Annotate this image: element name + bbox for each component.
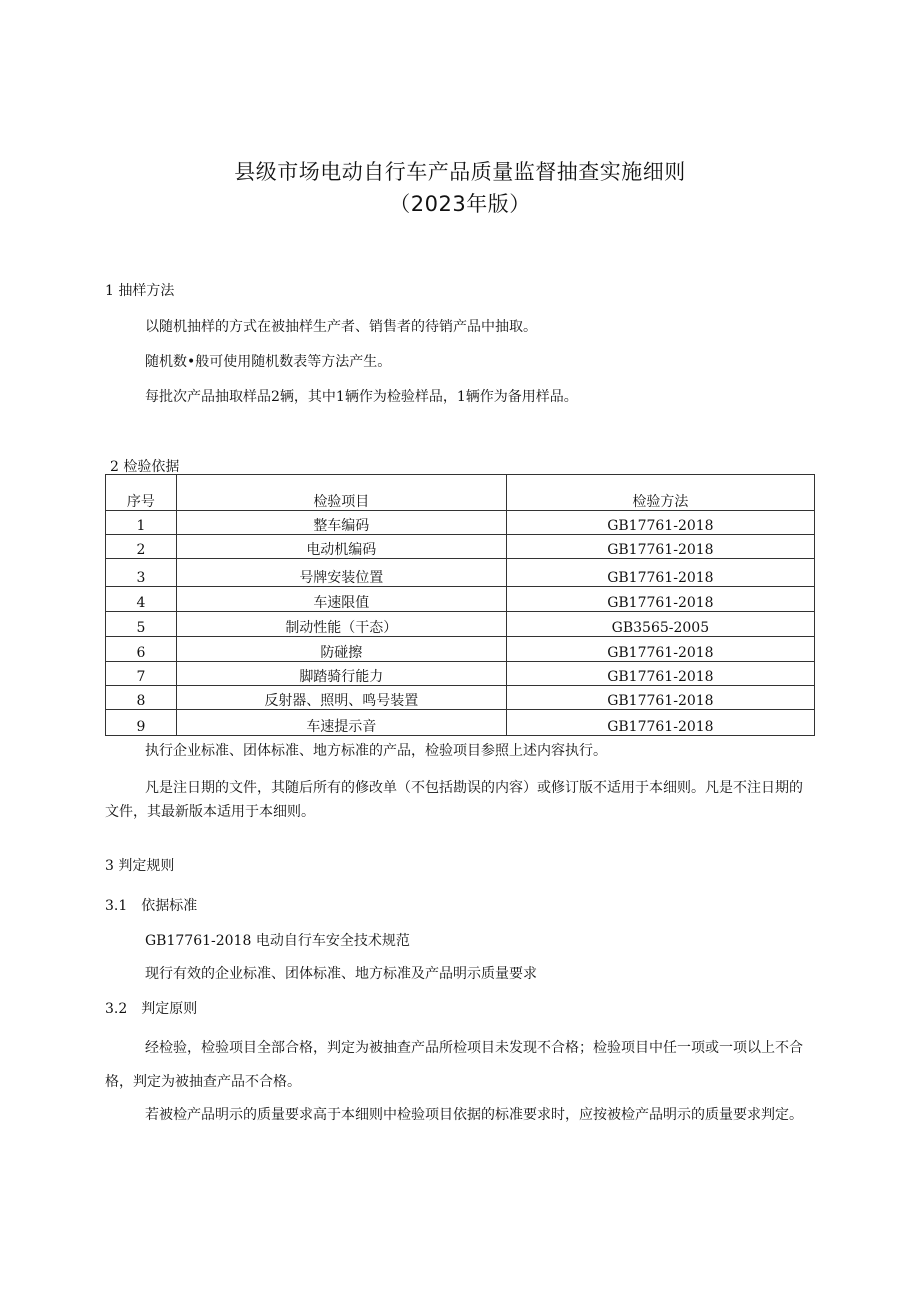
- section-1-paragraph-1: 以随机抽样的方式在被抽样生产者、销售者的待销产品中抽取。: [145, 319, 537, 335]
- section-1-paragraph-2: 随机数•般可使用随机数表等方法产生。: [145, 354, 392, 370]
- table-row: [106, 559, 815, 587]
- table-cell: 制动性能（干态）: [176, 612, 506, 637]
- table-cell: 1: [106, 511, 177, 535]
- table-cell: GB17761-2018: [506, 686, 814, 710]
- table-cell: GB17761-2018: [506, 710, 814, 736]
- section-2-note-2: 凡是注日期的文件，其随后所有的修改单（不包括勘误的内容）或修订版不适用于本细则。凡是不注日期的文件，其最新版本适用于本细则。: [105, 780, 803, 820]
- document-edition: （2023年版）: [389, 192, 531, 216]
- table-cell: GB17761-2018: [506, 511, 814, 535]
- section-3-2-paragraph-2: 若被检产品明示的质量要求高于本细则中检验项目依据的标准要求时，应按被检产品明示的质量要求判定。: [145, 1107, 803, 1123]
- table-cell: 防碰擦: [176, 637, 506, 662]
- table-cell: 脚踏骑行能力: [176, 662, 506, 686]
- table-cell: GB17761-2018: [506, 662, 814, 686]
- table-cell: 车速限值: [176, 587, 506, 612]
- section-2-heading: 2 检验依据: [110, 459, 180, 475]
- table-cell: GB17761-2018: [506, 637, 814, 662]
- section-3-2-paragraph-1: 经检验，检验项目全部合格，判定为被抽查产品所检项目未发现不合格；检验项目中任一项或一项以上不合格，判定为被抽查产品不合格。: [105, 1040, 803, 1090]
- table-cell: GB17761-2018: [506, 587, 814, 612]
- table-header-cell: 检验项目: [176, 475, 506, 511]
- table-cell: 3: [106, 559, 177, 587]
- table-cell: 整车编码: [176, 511, 506, 535]
- table-cell: 反射器、照明、鸣号装置: [176, 686, 506, 710]
- table-header-row: [106, 475, 815, 511]
- table-header-cell: 序号: [106, 475, 177, 511]
- table-cell: GB17761-2018: [506, 559, 814, 587]
- table-cell: 电动机编码: [176, 535, 506, 559]
- table-row: [106, 710, 815, 736]
- table-cell: 2: [106, 535, 177, 559]
- section-3-heading: 3 判定规则: [105, 858, 175, 874]
- inspection-table: [105, 474, 815, 736]
- table-row: [106, 686, 815, 710]
- table-row: [106, 637, 815, 662]
- table-row: [106, 612, 815, 637]
- table-row: [106, 511, 815, 535]
- table-cell: 8: [106, 686, 177, 710]
- table-row: [106, 662, 815, 686]
- section-1-paragraph-3: 每批次产品抽取样品2辆，其中1辆作为检验样品，1辆作为备用样品。: [145, 389, 578, 405]
- table-cell: 7: [106, 662, 177, 686]
- table-header-cell: 检验方法: [506, 475, 814, 511]
- table-cell: 9: [106, 710, 177, 736]
- table-row: [106, 535, 815, 559]
- section-3-1-line-1: GB17761-2018 电动自行车安全技术规范: [145, 933, 410, 949]
- table-cell: 号牌安装位置: [176, 559, 506, 587]
- document-title: 县级市场电动自行车产品质量监督抽查实施细则: [234, 160, 686, 184]
- section-2-note-1: 执行企业标准、团体标准、地方标准的产品，检验项目参照上述内容执行。: [145, 743, 607, 759]
- table-row: [106, 587, 815, 612]
- table-cell: 6: [106, 637, 177, 662]
- table-cell: 4: [106, 587, 177, 612]
- table-cell: GB17761-2018: [506, 535, 814, 559]
- section-3-1-heading: 3.1 依据标准: [105, 898, 198, 914]
- table-cell: 车速提示音: [176, 710, 506, 736]
- section-3-2-heading: 3.2 判定原则: [105, 1001, 198, 1017]
- section-1-heading: 1 抽样方法: [105, 283, 175, 299]
- section-3-1-line-2: 现行有效的企业标准、团体标准、地方标准及产品明示质量要求: [145, 966, 537, 982]
- table-cell: GB3565-2005: [506, 612, 814, 637]
- table-cell: 5: [106, 612, 177, 637]
